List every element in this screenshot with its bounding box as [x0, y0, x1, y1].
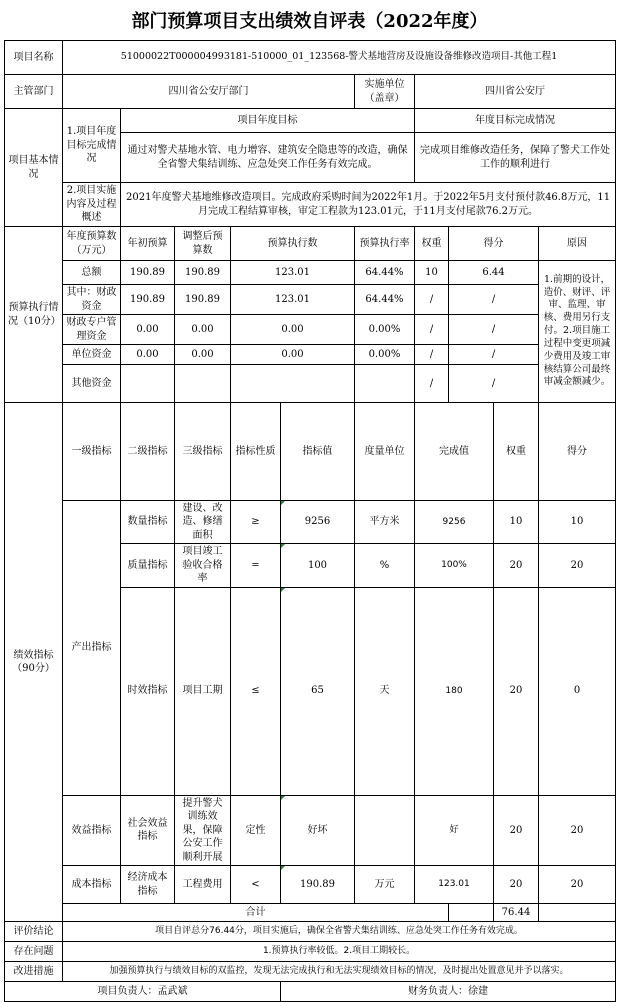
perf-col-l3: 三级指标	[175, 403, 231, 501]
conclusion-row	[5, 922, 616, 942]
budget-row-score: /	[449, 345, 539, 365]
perf-nature: <	[231, 866, 281, 904]
perf-col-score: 得分	[539, 403, 616, 501]
perf-row	[5, 795, 616, 866]
page-title: 部门预算项目支出绩效自评表（2022年度）	[131, 11, 488, 32]
signature-row	[5, 982, 616, 1002]
budget-row-weight: /	[415, 345, 449, 365]
budget-row-executed: 123.01	[231, 261, 355, 285]
budget-row-rate: 0.00%	[355, 315, 415, 345]
budget-row-initial: 190.89	[121, 285, 175, 315]
perf-l3: 建设、改造、修缮面积	[175, 500, 231, 544]
perf-l2: 时效指标	[121, 587, 175, 795]
budget-row-name: 财政专户管理资金	[63, 315, 121, 345]
perf-value: 100	[281, 544, 355, 588]
process-text: 2021年度警犬基地维修改造项目。完成政府采购时间为2022年1月。于2022年5月支付预付款46.8万元，11月完成工程结算审核，审定工程款为123.01元，于11月支付尾款76.2万元。	[121, 183, 616, 227]
perf-value: 65	[281, 587, 355, 795]
basic-process-row	[5, 183, 616, 227]
total-row	[5, 904, 616, 922]
perf-nature: ≥	[231, 500, 281, 544]
budget-row-score: 6.44	[449, 261, 539, 285]
budget-row-rate: 0.00%	[355, 345, 415, 365]
budget-row-executed: 0.00	[231, 345, 355, 365]
perf-unit: 天	[355, 587, 415, 795]
budget-col-score: 得分	[449, 227, 539, 261]
perf-score: 0	[539, 587, 616, 795]
problems-text: 1.预算执行率较低。2.项目工期较长。	[63, 942, 616, 962]
target-text: 通过对警犬基地水管、电力增容、建筑安全隐患等的改造，确保全省警犬集结训练、应急处突工作任务有效完成。	[121, 133, 415, 183]
perf-score: 20	[539, 795, 616, 866]
perf-col-done: 完成值	[415, 403, 494, 501]
budget-row	[5, 365, 616, 403]
target-label: 1.项目年度目标完成情况	[63, 109, 121, 183]
budget-col-adjusted: 调整后预算数	[175, 227, 231, 261]
perf-weight: 20	[494, 866, 539, 904]
perf-done: 9256	[415, 500, 494, 544]
basic-label: 项目基本情况	[5, 109, 63, 227]
budget-col-weight: 权重	[415, 227, 449, 261]
dept-label: 主管部门	[5, 75, 63, 109]
budget-row-score: /	[449, 315, 539, 345]
perf-l3: 提升警犬训练效果，保障公安工作顺利开展	[175, 795, 231, 866]
dept-row	[5, 75, 616, 109]
project-name-value: 51000022T000004993181-510000_01_123568-警犬基地营房及设施设备维修改造项目-其他工程1	[63, 41, 616, 75]
budget-row-initial: 0.00	[121, 345, 175, 365]
perf-l2: 数量指标	[121, 500, 175, 544]
cost-label: 成本指标	[63, 866, 121, 904]
budget-row-score: /	[449, 285, 539, 315]
output-label: 产出指标	[63, 500, 121, 795]
budget-row-weight: 10	[415, 261, 449, 285]
basic-header-row	[5, 109, 616, 133]
perf-unit: 平方米	[355, 500, 415, 544]
budget-col-rate: 预算执行率	[355, 227, 415, 261]
budget-row-executed: 0.00	[231, 315, 355, 345]
budget-row-executed	[231, 365, 355, 403]
conclusion-label: 评价结论	[5, 922, 63, 942]
budget-row-weight: /	[415, 365, 449, 403]
finance-cell	[281, 982, 616, 1002]
perf-label: 绩效指标（90分）	[5, 403, 63, 922]
measures-row	[5, 962, 616, 982]
perf-row	[5, 866, 616, 904]
impl-unit-value: 四川省公安厅	[415, 75, 616, 109]
perf-nature: =	[231, 544, 281, 588]
perf-done: 123.01	[415, 866, 494, 904]
perf-l2: 质量指标	[121, 544, 175, 588]
budget-row-adjusted: 190.89	[175, 285, 231, 315]
problems-label: 存在问题	[5, 942, 63, 962]
col-done: 年度目标完成情况	[415, 109, 616, 133]
perf-weight: 20	[494, 544, 539, 588]
budget-row-rate: 64.44%	[355, 285, 415, 315]
budget-row	[5, 315, 616, 345]
done-text: 完成项目维修改造任务，保障了警犬工作处工作的顺利进行	[415, 133, 616, 183]
perf-col-unit: 度量单位	[355, 403, 415, 501]
measures-text: 加强预算执行与绩效目标的双监控，发现无法完成执行和无法实现绩效目标的情况，及时提出处置意见并予以落实。	[63, 962, 616, 982]
budget-header-row	[5, 227, 616, 261]
perf-nature: ≤	[231, 587, 281, 795]
benefit-label: 效益指标	[63, 795, 121, 866]
impl-unit-label: 实施单位（盖章）	[355, 75, 415, 109]
perf-done: 好	[415, 795, 494, 866]
perf-l3: 项目竣工验收合格率	[175, 544, 231, 588]
perf-done: 100%	[415, 544, 494, 588]
budget-row-weight: /	[415, 315, 449, 345]
budget-row-weight: /	[415, 285, 449, 315]
lead-cell	[5, 982, 281, 1002]
budget-row-name: 其他资金	[63, 365, 121, 403]
perf-score: 20	[539, 544, 616, 588]
perf-value: 190.89	[281, 866, 355, 904]
perf-value: 好坏	[281, 795, 355, 866]
budget-row-adjusted: 190.89	[175, 261, 231, 285]
finance-label: 财务负责人：	[408, 985, 469, 997]
perf-col-l2: 二级指标	[121, 403, 175, 501]
project-name-row	[5, 41, 616, 75]
perf-weight: 20	[494, 587, 539, 795]
perf-col-nature: 指标性质	[231, 403, 281, 501]
perf-unit	[355, 795, 415, 866]
dept-value: 四川省公安厅部门	[63, 75, 355, 109]
perf-score: 10	[539, 500, 616, 544]
budget-row-initial	[121, 365, 175, 403]
perf-weight: 20	[494, 795, 539, 866]
budget-row	[5, 345, 616, 365]
perf-l3: 工程费用	[175, 866, 231, 904]
budget-row-rate: 64.44%	[355, 261, 415, 285]
perf-done: 180	[415, 587, 494, 795]
perf-col-value: 指标值	[281, 403, 355, 501]
perf-unit: 万元	[355, 866, 415, 904]
perf-col-l1: 一级指标	[63, 403, 121, 501]
problems-row	[5, 942, 616, 962]
budget-col-reason: 原因	[539, 227, 616, 261]
budget-row-adjusted: 0.00	[175, 345, 231, 365]
lead-name: 孟武斌	[157, 985, 188, 997]
budget-row-name: 总额	[63, 261, 121, 285]
budget-col-executed: 预算执行数	[231, 227, 355, 261]
evaluation-form	[4, 40, 616, 1002]
budget-col-name: 年度预算数（万元）	[63, 227, 121, 261]
total-reason	[539, 904, 616, 922]
process-label: 2.项目实施内容及过程概述	[63, 183, 121, 227]
perf-unit: %	[355, 544, 415, 588]
perf-l2: 经济成本指标	[121, 866, 175, 904]
perf-nature: 定性	[231, 795, 281, 866]
budget-col-initial: 年初预算	[121, 227, 175, 261]
budget-row-name: 其中：财政资金	[63, 285, 121, 315]
budget-row-initial: 190.89	[121, 261, 175, 285]
total-label: 合计	[63, 904, 449, 922]
conclusion-text: 项目自评总分76.44分，项目实施后，确保全省警犬集结训练、应急处突工作任务有效完成。	[63, 922, 616, 942]
col-target: 项目年度目标	[121, 109, 415, 133]
perf-value: 9256	[281, 500, 355, 544]
perf-l2: 社会效益指标	[121, 795, 175, 866]
perf-score: 20	[539, 866, 616, 904]
project-name-label: 项目名称	[5, 41, 63, 75]
total-score: 76.44	[494, 904, 539, 922]
budget-row-executed: 123.01	[231, 285, 355, 315]
finance-name: 徐建	[468, 985, 489, 997]
budget-reason: 1.前期的设计，造价、财评、评审、监理、审核、费用另行支付。2.项目施工过程中变更项减少费用及竣工审核结算公司最终审减金额减少。	[539, 261, 616, 403]
budget-row-initial: 0.00	[121, 315, 175, 345]
budget-row	[5, 261, 616, 285]
perf-row	[5, 500, 616, 544]
perf-weight: 10	[494, 500, 539, 544]
budget-row-score: /	[449, 365, 539, 403]
budget-row-adjusted: 0.00	[175, 315, 231, 345]
total-weight	[449, 904, 494, 922]
budget-row-rate	[355, 365, 415, 403]
budget-row-adjusted	[175, 365, 231, 403]
perf-header-row	[5, 403, 616, 501]
budget-label: 预算执行情况（10分）	[5, 227, 63, 403]
perf-l3: 项目工期	[175, 587, 231, 795]
lead-label: 项目负责人：	[97, 985, 158, 997]
budget-row-name: 单位资金	[63, 345, 121, 365]
budget-row	[5, 285, 616, 315]
measures-label: 改进措施	[5, 962, 63, 982]
perf-col-weight: 权重	[494, 403, 539, 501]
